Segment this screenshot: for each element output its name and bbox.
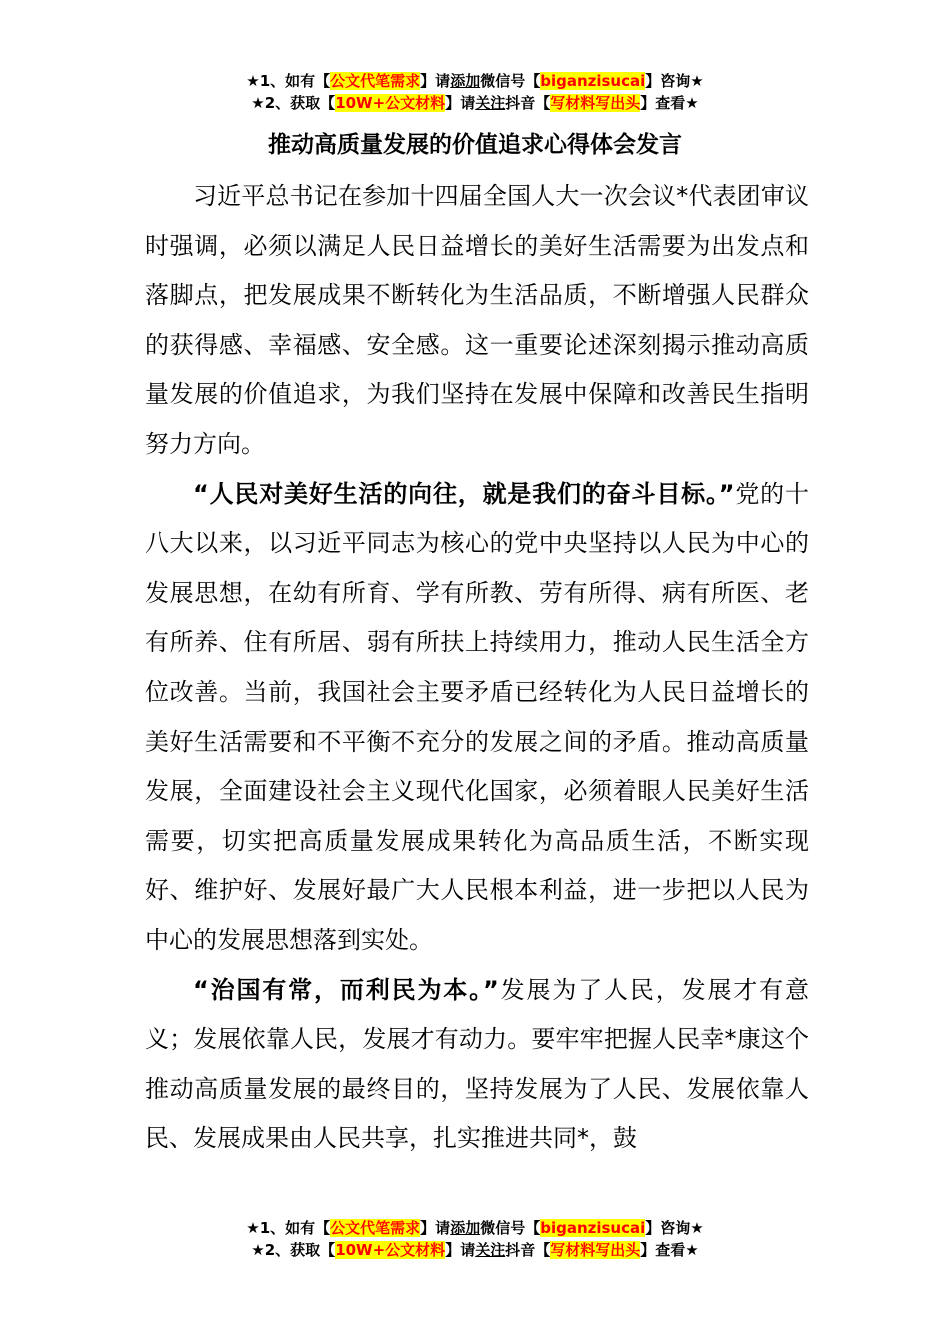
banner-text: 抖音【 (505, 94, 551, 112)
banner-text: 微信号【 (480, 1219, 541, 1237)
banner-text: 】咨询★ (645, 72, 704, 90)
banner-underline: 添加 (450, 1219, 481, 1237)
banner-text: 】请 (420, 72, 451, 90)
banner-underline: 关注 (475, 1241, 506, 1259)
banner-line-1 (0, 1217, 950, 1239)
banner-line-2 (0, 92, 950, 114)
banner-underline: 添加 (450, 72, 481, 90)
paragraph-2-text: 党的十八大以来，以习近平同志为核心的党中央坚持以人民为中心的发展思想，在幼有所育、学有所教、劳有所得、病有所医、老有所养、住有所居、弱有所扶上持续用力，推动人民生活全方位改善。当前，我国社会主要矛盾已经转化为人民日益增长的美好生活需要和不平衡不充分的发展之间的矛盾。推动高质量发展，全面建设社会主义现代化国家，必须着眼人民美好生活需要，切实把高质量发展成果转化为高品质生活，不断实现好、维护好、发展好最广大人民根本利益，进一步把以人民为中心的发展思想落到实处。 (145, 479, 810, 954)
footer-banner (0, 1217, 950, 1261)
banner-text: ★1、如有【 (246, 72, 331, 90)
paragraph-2 (145, 470, 809, 966)
banner-text: 】查看★ (640, 94, 699, 112)
banner-highlight: 10W+公文材料 (335, 94, 446, 112)
paragraph-3-quote: “治国有常，而利民为本。” (193, 975, 499, 1004)
banner-underline: 关注 (475, 94, 506, 112)
document-body (145, 172, 809, 1164)
banner-text: 】咨询★ (645, 1219, 704, 1237)
banner-text: 】查看★ (640, 1241, 699, 1259)
banner-text: 抖音【 (505, 1241, 551, 1259)
banner-text: ★1、如有【 (246, 1219, 331, 1237)
banner-highlight: biganzisucai (540, 1219, 646, 1237)
banner-text: 】请 (445, 94, 476, 112)
banner-text: 微信号【 (480, 72, 541, 90)
banner-highlight: 公文代笔需求 (330, 1219, 421, 1237)
banner-text: 】请 (445, 1241, 476, 1259)
document-title: 推动高质量发展的价值追求心得体会发言 (268, 132, 682, 158)
paragraph-1: 习近平总书记在参加十四届全国人大一次会议*代表团审议时强调，必须以满足人民日益增长的美好生活需要为出发点和落脚点，把发展成果不断转化为生活品质，不断增强人民群众的获得感、幸福感、安全感。这一重要论述深刻揭示推动高质量发展的价值追求，为我们坚持在发展中保障和改善民生指明努力方向。 (145, 182, 809, 458)
banner-highlight: biganzisucai (540, 72, 646, 90)
banner-line-1 (0, 70, 950, 92)
banner-text: 】请 (420, 1219, 451, 1237)
banner-highlight: 10W+公文材料 (335, 1241, 446, 1259)
banner-highlight: 写材料写出头 (550, 1241, 641, 1259)
header-banner (0, 70, 950, 114)
paragraph-3 (145, 966, 809, 1164)
paragraph-3-text: 发展为了人民，发展才有意义；发展依靠人民，发展才有动力。要牢牢把握人民幸*康这个推动高质量发展的最终目的，坚持发展为了人民、发展依靠人民、发展成果由人民共享，扎实推进共同*，鼓 (145, 975, 810, 1153)
banner-line-2 (0, 1239, 950, 1261)
paragraph-2-quote: “人民对美好生活的向往，就是我们的奋斗目标。” (193, 479, 735, 508)
banner-text: ★2、获取【 (251, 94, 336, 112)
banner-highlight: 公文代笔需求 (330, 72, 421, 90)
banner-highlight: 写材料写出头 (550, 94, 641, 112)
banner-text: ★2、获取【 (251, 1241, 336, 1259)
